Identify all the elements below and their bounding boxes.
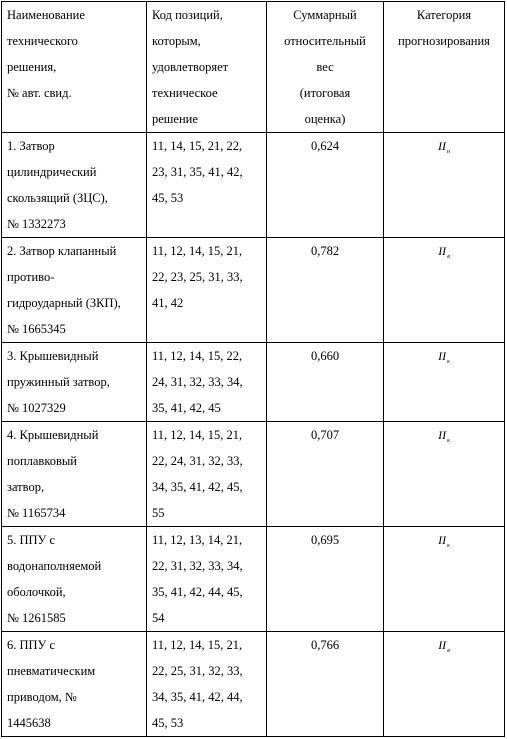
category-subscript: к <box>447 543 450 550</box>
table-row <box>2 238 505 343</box>
total-weight-cell <box>267 422 384 527</box>
forecast-category-value <box>386 632 502 664</box>
solution-name-line: 1445638 <box>7 716 51 730</box>
forecast-category-cell <box>384 527 505 632</box>
total-weight-cell <box>267 133 384 238</box>
total-weight-cell <box>267 632 384 737</box>
position-codes-line: 11, 12, 14, 15, 21, <box>152 428 243 442</box>
position-codes-line: 45, 53 <box>152 191 184 205</box>
position-codes-line: 11, 12, 13, 14, 21, <box>152 533 243 547</box>
solution-name-line: затвор, <box>7 480 45 494</box>
forecast-category-cell <box>384 632 505 737</box>
solution-name-line: 2. Затвор клапанный <box>7 244 117 258</box>
position-codes-line: 11, 14, 15, 21, 22, <box>152 139 243 153</box>
solution-name-line: водонаполняемой <box>7 559 102 573</box>
solution-name-cell <box>2 133 147 238</box>
category-roman: II <box>438 349 447 363</box>
total-weight-value: 0,707 <box>310 428 340 442</box>
table-row <box>2 527 505 632</box>
position-codes-cell <box>147 632 267 737</box>
header-name: Наименование технического решения, № авт. свид. <box>2 2 147 133</box>
position-codes-line: 22, 23, 25, 31, 33, <box>152 270 243 284</box>
solution-name-line: 1. Затвор <box>7 139 55 153</box>
total-weight-value: 0,695 <box>310 533 340 547</box>
header-category: Категория прогнозирования <box>384 2 505 133</box>
position-codes-cell <box>147 343 267 422</box>
position-codes-line: 11, 12, 14, 15, 22, <box>152 349 243 363</box>
forecast-category-value <box>386 343 502 375</box>
category-roman: II <box>438 533 447 547</box>
solution-name-line: 6. ППУ с <box>7 638 56 652</box>
table-row <box>2 343 505 422</box>
position-codes-line: 22, 31, 32, 33, 34, <box>152 559 243 573</box>
position-codes-line: 41, 42 <box>152 296 184 310</box>
forecast-category-value <box>386 133 502 165</box>
solution-name-line: скользящий (ЗЦС), <box>7 191 108 205</box>
position-codes-line: 24, 31, 32, 33, 34, <box>152 375 243 389</box>
header-codes: Код позиций, которым, удовлетворяет техническое решение <box>147 2 267 133</box>
solution-name-line: гидроударный (ЗКП), <box>7 296 121 310</box>
position-codes-line: 45, 53 <box>152 716 184 730</box>
category-roman: II <box>438 638 447 652</box>
header-weight: Суммарный относительный вес (итоговая оценка) <box>267 2 384 133</box>
position-codes-line: 23, 31, 35, 41, 42, <box>152 165 243 179</box>
total-weight-value: 0,782 <box>310 244 340 258</box>
category-roman: II <box>438 428 447 442</box>
category-subscript: в <box>447 648 450 655</box>
position-codes-line: 35, 41, 42, 44, 45, <box>152 585 243 599</box>
solution-name-cell <box>2 343 147 422</box>
solution-name-line: № 1027329 <box>7 401 66 415</box>
category-subscript: к <box>447 438 450 445</box>
forecast-category-cell <box>384 133 505 238</box>
table-row <box>2 133 505 238</box>
position-codes-cell <box>147 527 267 632</box>
solution-name-line: оболочкой, <box>7 585 66 599</box>
total-weight-cell <box>267 343 384 422</box>
position-codes-cell <box>147 422 267 527</box>
solution-name-cell <box>2 632 147 737</box>
solution-name-line: № 1261585 <box>7 611 66 625</box>
solution-name-line: пружинный затвор, <box>7 375 110 389</box>
category-subscript: н <box>447 149 450 156</box>
solution-name-line: 5. ППУ с <box>7 533 56 547</box>
position-codes-line: 22, 25, 31, 32, 33, <box>152 664 243 678</box>
forecast-category-cell <box>384 422 505 527</box>
position-codes-line: 54 <box>152 611 165 625</box>
category-roman: II <box>438 139 446 153</box>
solution-name-cell <box>2 238 147 343</box>
solution-name-line: цилиндрический <box>7 165 97 179</box>
total-weight-cell <box>267 527 384 632</box>
solution-name-line: 4. Крышевидный <box>7 428 99 442</box>
table-row <box>2 632 505 737</box>
forecast-category-cell <box>384 343 505 422</box>
position-codes-line: 11, 12, 14, 15, 21, <box>152 638 243 652</box>
solution-name-line: приводом, № <box>7 690 77 704</box>
solution-name-cell <box>2 527 147 632</box>
table-row <box>2 422 505 527</box>
header-row <box>2 2 505 133</box>
position-codes-line: 34, 35, 41, 42, 44, <box>152 690 243 704</box>
forecast-category-value <box>386 238 502 270</box>
position-codes-line: 35, 41, 42, 45 <box>152 401 221 415</box>
solution-name-line: 3. Крышевидный <box>7 349 99 363</box>
position-codes-line: 55 <box>152 506 165 520</box>
solution-name-line: поплавковый <box>7 454 77 468</box>
position-codes-line: 11, 12, 14, 15, 21, <box>152 244 243 258</box>
solution-name-cell <box>2 422 147 527</box>
position-codes-line: 22, 24, 31, 32, 33, <box>152 454 243 468</box>
category-roman: II <box>438 244 447 258</box>
table-body <box>2 2 505 737</box>
comparison-table <box>1 1 505 737</box>
position-codes-cell <box>147 133 267 238</box>
position-codes-cell <box>147 238 267 343</box>
total-weight-value: 0,624 <box>310 139 340 153</box>
solution-name-line: № 1165734 <box>7 506 66 520</box>
total-weight-cell <box>267 238 384 343</box>
category-subscript: к <box>447 359 450 366</box>
category-subscript: в <box>447 254 450 261</box>
position-codes-line: 34, 35, 41, 42, 45, <box>152 480 243 494</box>
forecast-category-cell <box>384 238 505 343</box>
solution-name-line: № 1665345 <box>7 322 66 336</box>
total-weight-value: 0,766 <box>310 638 340 652</box>
total-weight-value: 0,660 <box>310 349 340 363</box>
solution-name-line: противо- <box>7 270 55 284</box>
solution-name-line: № 1332273 <box>7 217 66 231</box>
solution-name-line: пневматическим <box>7 664 96 678</box>
forecast-category-value <box>386 422 502 454</box>
forecast-category-value <box>386 527 502 559</box>
